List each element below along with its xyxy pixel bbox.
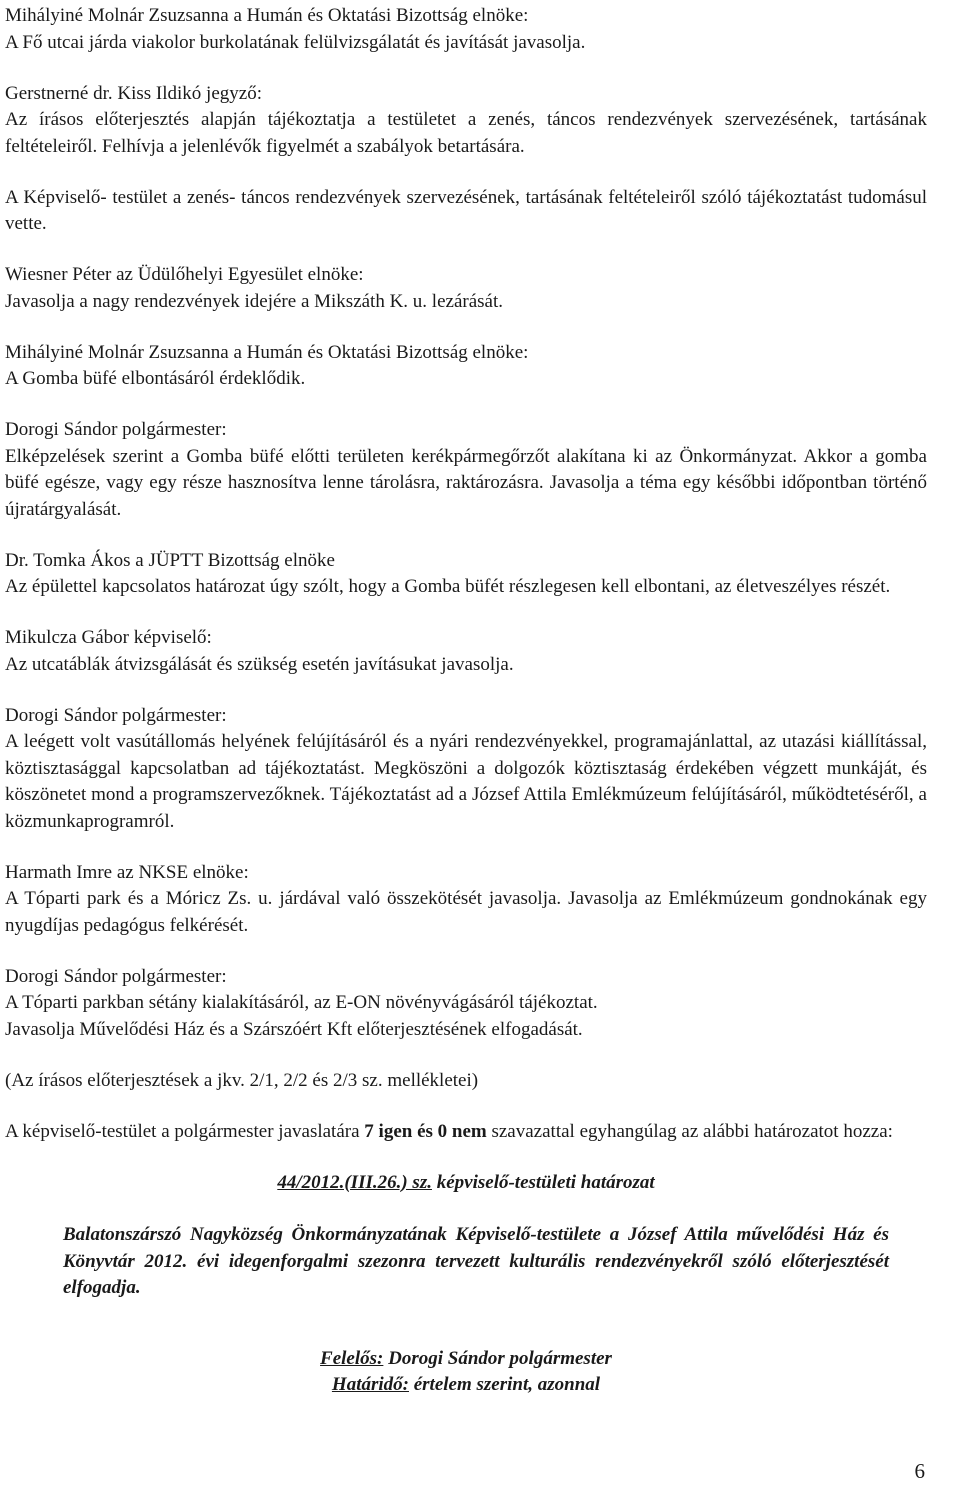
resolution-responsible xyxy=(5,1346,927,1373)
speaker-line: Wiesner Péter az Üdülőhelyi Egyesület elnöke: xyxy=(5,264,364,285)
paragraph-jegyzo xyxy=(5,81,927,161)
paragraph-attachments-note xyxy=(5,1068,927,1095)
paragraph-juptt xyxy=(5,548,927,601)
speaker-line: Dorogi Sándor polgármester: xyxy=(5,965,227,987)
speech-text: A leégett volt vasútállomás helyének felújításáról és a nyári rendezvényekkel, programajánlattal, az utazási kiállítással, köztisztasággal kapcsolatban ad tájékoztatást. Megköszöni a dolgozók köztisztaság érdekében végzett munkáját, és köszönetet mond a programszervezőknek. Tájékoztatást ad a József Attila Emlékmúzeum felújításáról, működtetéséről, a közmunkaprogramról. xyxy=(5,731,927,832)
resolution-title-rest: képviselő-testületi határozat xyxy=(431,1171,655,1193)
speech-text: Az épülettel kapcsolatos határozat úgy szólt, hogy a Gomba büfét részlegesen kell elbontani, az életveszélyes részét. xyxy=(5,576,891,597)
vote-text-after: szavazattal egyhangúlag az alábbi határozatot hozza: xyxy=(486,1120,893,1142)
speaker-line: Mihályiné Molnár Zsuzsanna a Humán és Oktatási Bizottság elnöke: xyxy=(5,5,529,26)
deadline-value: értelem szerint, azonnal xyxy=(408,1374,601,1395)
speech-text: Az írásos előterjesztés alapján tájékoztatja a testületet a zenés, táncos rendezvények szervezésének, tartásának feltételeiről. Felhívja a jelenlévők figyelmét a szabályok betartására. xyxy=(5,109,927,157)
responsible-label: Felelős: xyxy=(320,1347,384,1369)
decision-text: A Képviselő- testület a zenés- táncos rendezvények szervezésének, tartásának feltételeiről szóló tájékoztatást tudomásul vette. xyxy=(5,186,927,234)
document-page xyxy=(5,3,927,1399)
page-number: 6 xyxy=(914,1459,925,1483)
paragraph-humanbizottsag-2 xyxy=(5,340,927,393)
speaker-line: Dorogi Sándor polgármester: xyxy=(5,704,227,726)
speech-text: Javasolja Művelődési Ház és a Szárszóért Kft előterjesztésének elfogadását. xyxy=(5,1018,583,1040)
resolution-body: Balatonszárszó Nagyközség Önkormányzatának Képviselő-testülete a József Attila művelődési Ház és Könyvtár 2012. évi idegenforgalmi szezonra tervezett kulturális rendezvényekről szóló előterjesztését elfogadja. xyxy=(63,1224,889,1298)
vote-text-before: A képviselő-testület a polgármester javaslatára xyxy=(5,1120,365,1142)
responsible-value: Dorogi Sándor polgármester xyxy=(383,1347,612,1369)
paragraph-udulohelyi xyxy=(5,262,927,315)
vote-sentence xyxy=(5,1119,927,1146)
deadline-label: Határidő: xyxy=(331,1374,409,1395)
speech-text: A Tóparti parkban sétány kialakításáról, az E-ON növényvágásáról tájékoztat. xyxy=(5,992,598,1013)
paragraph-polgarmester-2 xyxy=(5,703,927,836)
speech-text: Az utcatáblák átvizsgálását és szükség esetén javításukat javasolja. xyxy=(5,653,514,675)
resolution-deadline xyxy=(5,1372,927,1399)
speech-text: A Gomba büfé elbontásáról érdeklődik. xyxy=(5,368,306,389)
speaker-line: Dr. Tomka Ákos a JÜPTT Bizottság elnöke xyxy=(5,549,335,571)
paragraph-polgarmester-3 xyxy=(5,964,927,1044)
resolution-title xyxy=(5,1170,927,1197)
paragraph-decision-note xyxy=(5,185,927,238)
speaker-line: Mihályiné Molnár Zsuzsanna a Humán és Oktatási Bizottság elnöke: xyxy=(5,341,529,363)
resolution-number: 44/2012.(III.26.) sz. xyxy=(277,1171,432,1193)
speech-text: Elképzelések szerint a Gomba büfé előtti területen kerékpármegőrzőt alakítana ki az Önkormányzat. Akkor a gomba büfé egésze, vagy egy része hasznosítva lenne tárolásra, raktározásra. Javasolja a téma egy későbbi időpontban történő újratárgyalását. xyxy=(5,445,927,520)
paragraph-polgarmester-1 xyxy=(5,417,927,523)
vote-count: 7 igen és 0 nem xyxy=(364,1120,487,1142)
paragraph-humanbizottsag-1 xyxy=(5,3,927,56)
speaker-line: Mikulcza Gábor képviselő: xyxy=(5,627,212,648)
speaker-line: Harmath Imre az NKSE elnöke: xyxy=(5,861,249,883)
paragraph-vote xyxy=(5,1119,927,1146)
speech-text: A Tóparti park és a Móricz Zs. u. járdával való összekötését javasolja. Javasolja az Emlékmúzeum gondnokának egy nyugdíjas pedagógus felkérését. xyxy=(5,888,927,936)
paragraph-nkse xyxy=(5,860,927,940)
paragraph-kepviselo xyxy=(5,625,927,678)
resolution xyxy=(5,1170,927,1399)
speech-text: Javasolja a nagy rendezvények idejére a Mikszáth K. u. lezárását. xyxy=(5,290,503,312)
speaker-line: Dorogi Sándor polgármester: xyxy=(5,419,227,440)
speech-text: A Fő utcai járda viakolor burkolatának felülvizsgálatát és javítását javasolja. xyxy=(5,31,586,53)
attachments-note: (Az írásos előterjesztések a jkv. 2/1, 2/2 és 2/3 sz. mellékletei) xyxy=(5,1069,479,1091)
speaker-line: Gerstnerné dr. Kiss Ildikó jegyző: xyxy=(5,82,262,104)
